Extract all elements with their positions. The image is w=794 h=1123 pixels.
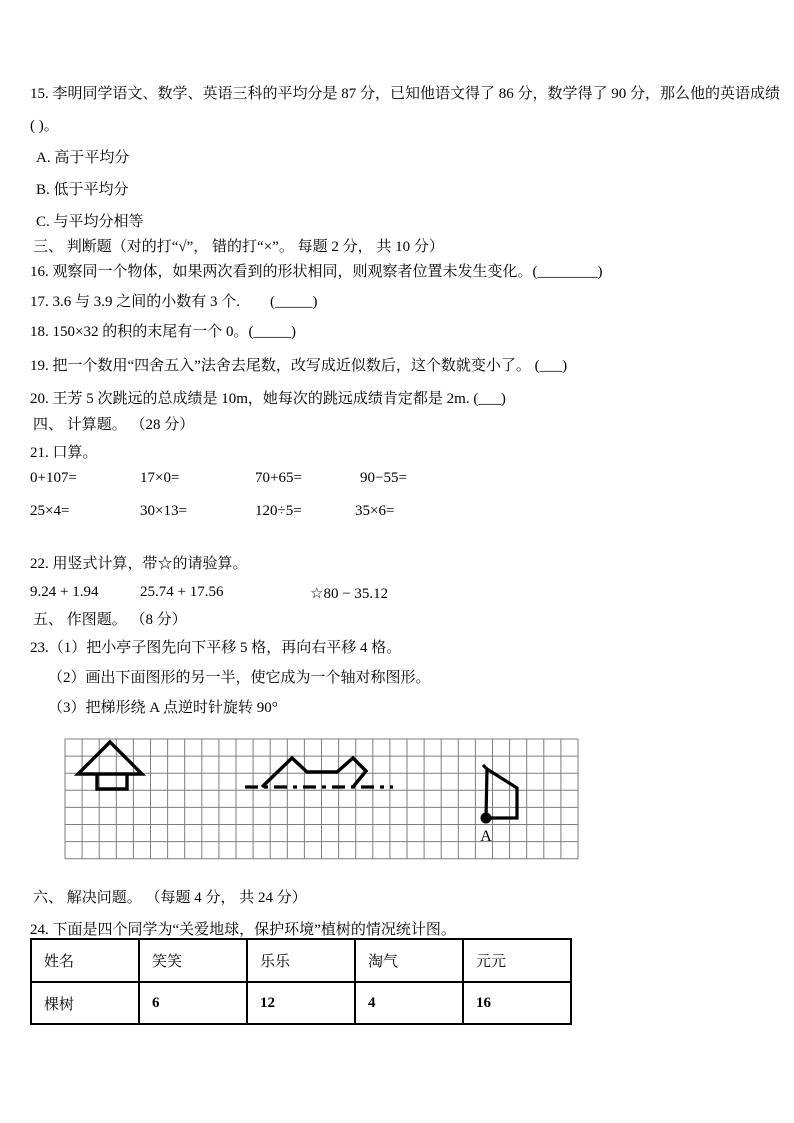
q15-option-b: B. 低于平均分 bbox=[36, 182, 129, 198]
calc-problem: 0+107= bbox=[30, 470, 77, 486]
calc-problem: 35×6= bbox=[355, 503, 395, 519]
vertical-calc-problem: 9.24 + 1.94 bbox=[30, 584, 99, 600]
house-figure bbox=[78, 742, 142, 789]
q19-text: 19. 把一个数用“四舍五入”法舍去尾数，改写成近似数后，这个数就变小了。 (___) bbox=[30, 358, 568, 374]
q17-text: 17. 3.6 与 3.9 之间的小数有 3 个. (_____) bbox=[30, 294, 318, 310]
table-value-cell: 4 bbox=[355, 982, 463, 1024]
point-a-dot bbox=[481, 813, 492, 824]
q21-label: 21. 口算。 bbox=[30, 445, 98, 461]
symmetry-half-figure bbox=[245, 758, 393, 787]
table-header-cell: 笑笑 bbox=[139, 939, 247, 982]
table-data-row bbox=[31, 982, 571, 1024]
q22-label: 22. 用竖式计算，带☆的请验算。 bbox=[30, 556, 248, 572]
table-header-cell: 元元 bbox=[463, 939, 571, 982]
q23-part1-text: 23.（1）把小亭子图先向下平移 5 格，再向右平移 4 格。 bbox=[30, 640, 402, 656]
calc-problem: 120÷5= bbox=[255, 503, 302, 519]
table-row-label: 棵树 bbox=[31, 982, 139, 1024]
table-header-row bbox=[31, 939, 571, 982]
q24-stats-table bbox=[30, 938, 572, 1025]
q23-part2-text: （2）画出下面图形的另一半，使它成为一个轴对称图形。 bbox=[48, 670, 431, 686]
q24-text: 24. 下面是四个同学为“关爱地球，保护环境”植树的情况统计图。 bbox=[30, 922, 456, 938]
q15-answer-blank: ( )。 bbox=[30, 118, 59, 134]
section6-header: 六、 解决问题。 （每题 4 分， 共 24 分） bbox=[33, 890, 307, 906]
section5-header: 五、 作图题。 （8 分） bbox=[33, 612, 187, 628]
grid-lines bbox=[65, 739, 578, 859]
q23-part3-text: （3）把梯形绕 A 点逆时针旋转 90° bbox=[48, 700, 278, 716]
section4-header: 四、 计算题。 （28 分） bbox=[33, 417, 195, 433]
q23-figure bbox=[55, 730, 595, 875]
table-value-cell: 16 bbox=[463, 982, 571, 1024]
table-value-cell: 6 bbox=[139, 982, 247, 1024]
q18-text: 18. 150×32 的积的末尾有一个 0。(_____) bbox=[30, 324, 296, 340]
q15-option-c: C. 与平均分相等 bbox=[36, 214, 144, 230]
calc-problem: 17×0= bbox=[140, 470, 180, 486]
section3-header: 三、 判断题（对的打“√”， 错的打“×”。 每题 2 分， 共 10 分） bbox=[33, 239, 444, 255]
table-header-cell: 姓名 bbox=[31, 939, 139, 982]
vertical-calc-problem-starred: ☆80 − 35.12 bbox=[310, 586, 389, 602]
calc-problem: 25×4= bbox=[30, 503, 70, 519]
point-a-label: A bbox=[480, 828, 492, 845]
table-header-cell: 淘气 bbox=[355, 939, 463, 982]
calc-problem: 30×13= bbox=[140, 503, 187, 519]
vertical-calc-problem: 25.74 + 17.56 bbox=[140, 584, 224, 600]
q15-option-a: A. 高于平均分 bbox=[36, 150, 130, 166]
table-value-cell: 12 bbox=[247, 982, 355, 1024]
calc-problem: 70+65= bbox=[255, 470, 302, 486]
table-header-cell: 乐乐 bbox=[247, 939, 355, 982]
q20-text: 20. 王芳 5 次跳远的总成绩是 10m，她每次的跳远成绩肯定都是 2m. (___) bbox=[30, 391, 506, 407]
calc-problem: 90−55= bbox=[360, 470, 407, 486]
q16-text: 16. 观察同一个物体，如果两次看到的形状相同，则观察者位置未发生变化。(________) bbox=[30, 264, 603, 280]
q15-text-line1: 15. 李明同学语文、数学、英语三科的平均分是 87 分，已知他语文得了 86 分，数学得了 90 分，那么他的英语成绩 bbox=[30, 86, 781, 102]
grid-figure-svg bbox=[55, 730, 595, 870]
